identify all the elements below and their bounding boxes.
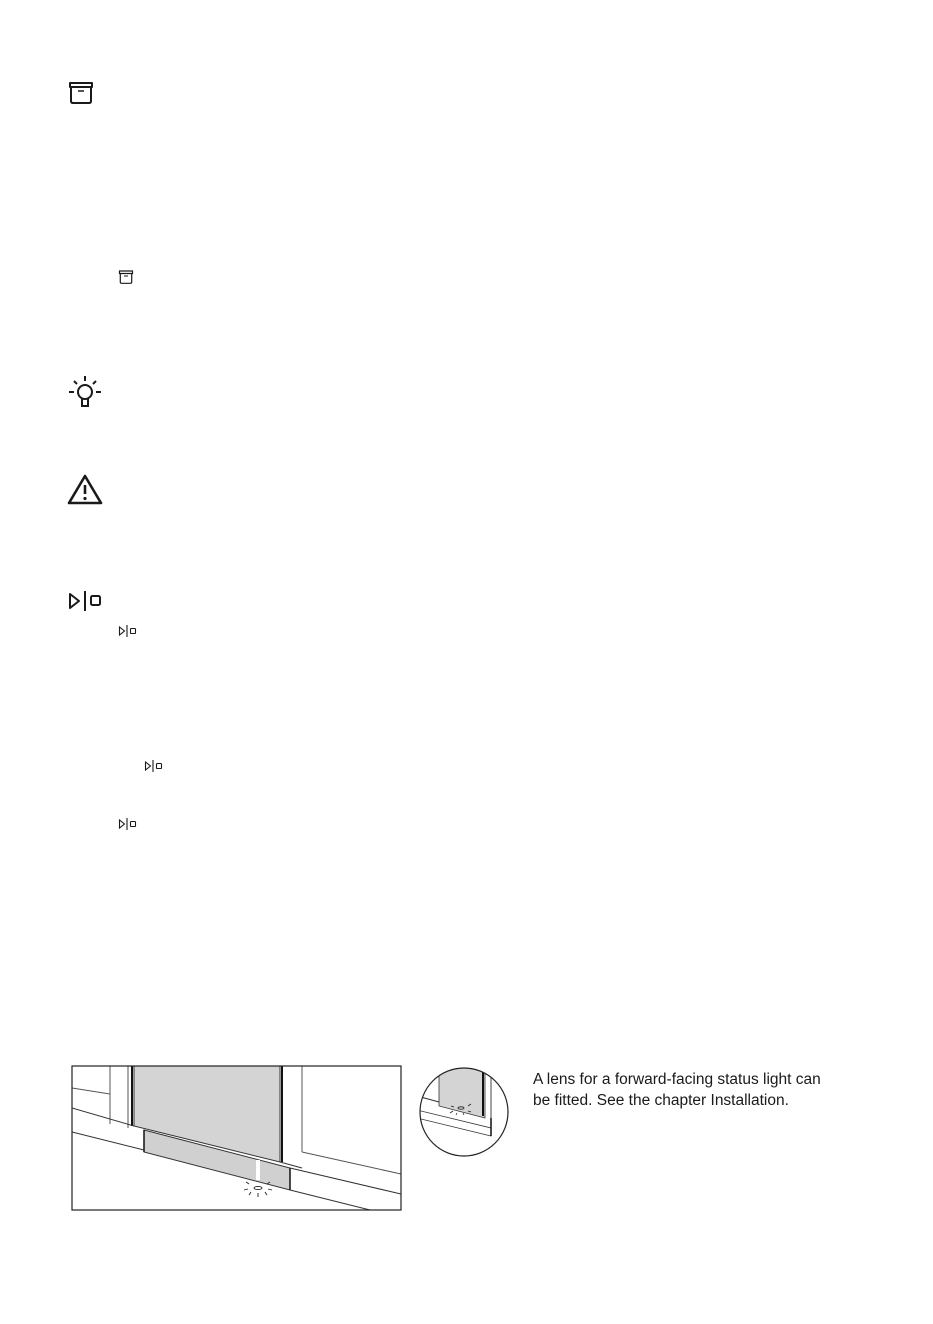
start-stop-icon — [144, 759, 164, 773]
start-stop-icon — [118, 624, 138, 638]
dishwasher-icon — [118, 269, 134, 285]
dishwasher-icon — [68, 80, 96, 106]
start-stop-icon — [67, 589, 105, 613]
figure-caption: A lens for a forward-facing status light can be fitted. See the chapter Installation. — [533, 1071, 821, 1109]
start-stop-icon — [118, 817, 138, 831]
warning-triangle-icon — [66, 473, 104, 507]
status-light-detail-illustration — [417, 1066, 511, 1160]
dishwasher-installation-illustration — [70, 1064, 403, 1214]
lightbulb-icon — [66, 374, 104, 412]
